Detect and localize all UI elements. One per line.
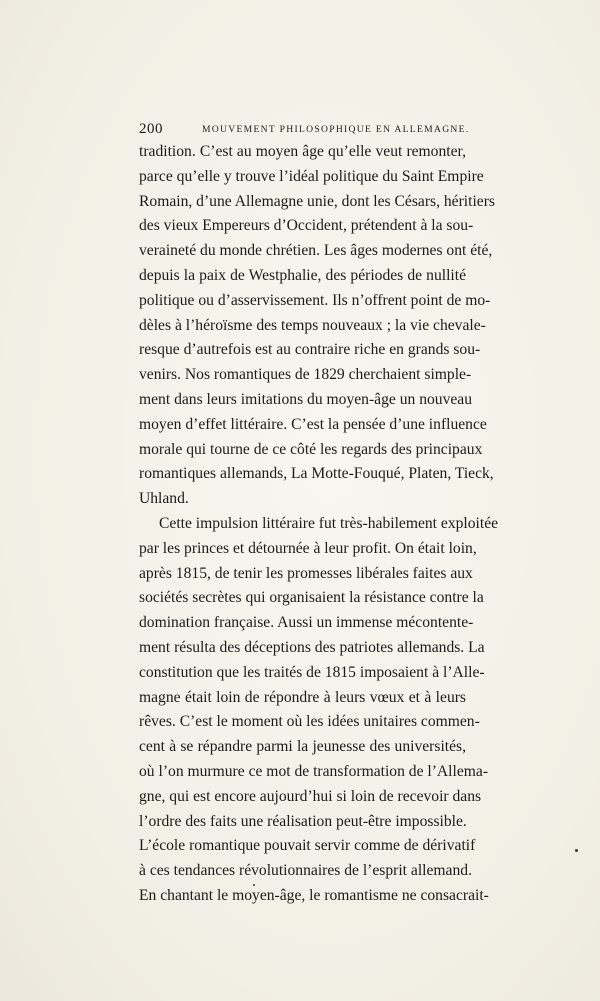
text-line: En chantant le moyen-âge, le romantisme ne consacrait- <box>139 886 489 904</box>
paragraph-2 <box>139 512 499 909</box>
text-line: constitution que les traités de 1815 imposaient à l’Alle- <box>139 663 485 681</box>
text-line: par les princes et détournée à leur profit. On était loin, <box>139 539 477 557</box>
page-number: 200 <box>139 121 163 137</box>
text-line: dèles à l’héroïsme des temps nouveaux ; la vie chevale- <box>139 316 486 334</box>
text-line: veraineté du monde chrétien. Les âges modernes ont été, <box>139 242 493 260</box>
text-line: cent à se répandre parmi la jeunesse des universités, <box>139 738 466 756</box>
text-line: après 1815, de tenir les promesses libérales faites aux <box>139 564 473 582</box>
text-line: des vieux Empereurs d’Occident, prétendent à la sou- <box>139 217 474 235</box>
text-line: ment dans leurs imitations du moyen-âge un nouveau <box>139 390 473 408</box>
text-line: magne était loin de répondre à leurs vœux et à leurs <box>139 688 466 706</box>
paragraph-1 <box>139 140 495 512</box>
text-line: rêves. C’est le moment où les idées unitaires commen- <box>139 713 480 731</box>
text-line: où l’on murmure ce mot de transformation de l’Allema- <box>139 762 489 780</box>
body-text <box>139 140 499 909</box>
text-line: sociétés secrètes qui organisaient la résistance contre la <box>139 589 484 607</box>
text-line: ment résulta des déceptions des patriotes allemands. La <box>139 638 485 656</box>
text-line: venirs. Nos romantiques de 1829 cherchaient simple- <box>139 366 472 384</box>
text-line: Uhland. <box>139 490 189 508</box>
text-line: romantiques allemands, La Motte-Fouqué, Platen, Tieck, <box>139 465 494 483</box>
running-head: MOUVEMENT PHILOSOPHIQUE EN ALLEMAGNE. <box>202 124 470 135</box>
text-line: gne, qui est encore aujourd’hui si loin de recevoir dans <box>139 787 482 805</box>
text-line: tradition. C’est au moyen âge qu’elle veut remonter, <box>139 143 466 160</box>
text-line: moyen d’effet littéraire. C’est la pensée d’une influence <box>139 415 487 433</box>
text-line: politique ou d’asservissement. Ils n’offrent point de mo- <box>139 291 491 309</box>
text-line: à ces tendances révolutionnaires de l’esprit allemand. <box>139 862 472 880</box>
text-line: l’ordre des faits une réalisation peut-être impossible. <box>139 812 467 830</box>
text-line: Cette impulsion littéraire fut très-habilement exploitée <box>159 514 499 532</box>
paper-speck <box>253 884 255 886</box>
text-line: L’école romantique pouvait servir comme de dérivatif <box>139 837 476 855</box>
text-line: morale qui tourne de ce côté les regards des principaux <box>139 440 483 458</box>
paper-speck <box>575 849 578 852</box>
text-line: Romain, d’une Allemagne unie, dont les Césars, héritiers <box>139 192 495 210</box>
text-line: domination française. Aussi un immense mécontente- <box>139 614 474 632</box>
page-header <box>139 121 469 141</box>
text-line: resque d’autrefois est au contraire riche en grands sou- <box>139 341 481 359</box>
text-line: depuis la paix de Westphalie, des périodes de nullité <box>139 266 466 284</box>
text-line: parce qu’elle y trouve l’idéal politique du Saint Empire <box>139 167 484 185</box>
